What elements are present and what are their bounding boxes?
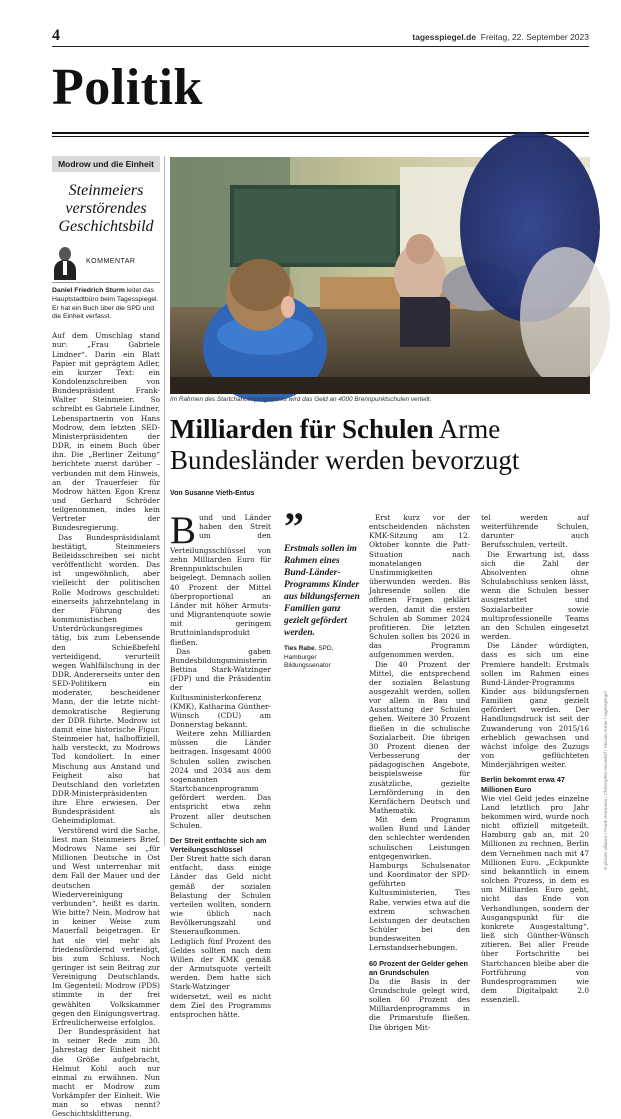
article-paragraph: Die Erwartung ist, dass sich die Zahl der Absolventen ohne Schulabschluss senken lässt, wenn die Schulen besser ausgestattet und Sozialarbeiter sowie multiprofessionelle Teams an den Schulen eingesetzt werden. (481, 549, 589, 642)
quote-mark: ” (284, 504, 304, 549)
author-avatar (52, 244, 78, 278)
photo-credit: © picture alliance / Frank Herrmann / Christopher Neundorf / Nicolas Armer / tagesspiegel (603, 691, 608, 870)
article-paragraph: Weitere zehn Milliarden müssen die Länder beitragen. Insgesamt 4000 Schulen sollen zwischen 2024 und 2034 aus dem sogenannten Startchancenprogramm gefördert werden. Das entspricht etwa zehn Prozent aller deutschen Schulen. (170, 729, 271, 830)
headline-bold: Milliarden für Schulen (170, 414, 434, 444)
section-rule (52, 132, 589, 134)
comment-paragraph: Der Bundespräsident hat in seiner Rede zum 30. Jahrestag der Einheit nicht die Größe aufgebracht, Helmut Kohl auch nur einmal zu erwähnen. Nun macht er Modrow zum Vorkämpfer der Einheit. Wie man so etwas nennt? Geschichtsklitterung. (52, 1027, 160, 1119)
issue-date: Freitag, 22. September 2023 (480, 32, 589, 42)
article-paragraph: Die Länder würdigten, dass es sich um eine Premiere handelt: Erstmals sollen im Rahmen eines Bund-Länder-Programms Kinder aus bildungsfernen Familien ganz gezielt gefördert werden. Der Handlungsdruck ist seit der Zuwanderung von 2015/16 erheblich gewachsen und wächst infolge des Zuzugs von geflüchteten Minderjährigen weiter. (481, 641, 589, 770)
article-column-1 (170, 509, 271, 1019)
site-name: tagesspiegel.de (412, 32, 477, 42)
byline: Von Susanne Vieth-Entus (170, 490, 255, 497)
classroom-photo (170, 157, 590, 394)
drop-cap: B (170, 509, 197, 552)
article-subhead: 60 Prozent der Gelder gehen an Grundschulen (369, 958, 468, 977)
article-paragraph: Der Streit hatte sich daran entfacht, dass einige Länder das Geld nicht gemäß der sozialen Belastung der Schulen verteilen wollten, sondern wie üblich nach Bevölkerungszahl und Steueraufkommen. Lediglich fünf Prozent des Geldes sollten nach dem Willen der KMK gemäß der Armutsquote verteilt werden. Dem hatte sich Stark-Watzinger widersetzt, weil es nicht dem Ziel des Programms entsprochen hätte. (170, 854, 271, 1019)
author-bio-text: leitet das Hauptstadtbüro beim Tagesspiegel. Er hat ein Buch über die SPD und die Einheit verfasst. (52, 287, 159, 321)
commentary-column (52, 156, 160, 1119)
comment-paragraph: Das Bundespräsidialamt bestätigt, Steinmeiers Beileidsschreiben sei nicht veröffentlicht worden. Das ist ungewöhnlich, aber vielleicht der politischen Rolle Modrows geschuldet: einerseits jahrzehntelang in der Führung des kommunistischen Unterdrückungsregimes tätig, bis zum Lebensende den Schießbefehl verteidigend, verurteilt wegen Wahlfälschung in der DDR. Andererseits unter den SED-Politikern ein moderater, bescheidener Mann, der die letzte nicht-demokratische Regierung der DDR führte. Modrow ist damit eine historische Figur. Steinmeier hat, halboffiziell, halb versteckt, zu Modrows Tod kondoliert. In einer Mischung aus Anstand und Feigheit also hat Deutschland den vorletzten DDR-Ministerpräsidenten ihre Ehre erwiesen. Der Bundespräsident als Geheimdiplomat. (52, 532, 160, 826)
quote-source-role: , SPD, Hamburger Bildungssenator (284, 645, 334, 669)
comment-headline: Steinmeiers verstörendes Geschichtsbild (58, 182, 154, 235)
headline-regular: Arme Bundesländer werden bevorzugt (170, 414, 520, 475)
comment-kicker: Modrow und die Einheit (52, 156, 160, 172)
lead-text: und und Länder haben den Streit um den Verteilungsschlüssel von zehn Milliarden Euro für Brennpunktschulen beigelegt. Demnach sollen 40 Prozent der Mittel überproportional an Länder mit höher Armuts- und Migrantenquote sowie mit geringem Bruttoinlandsprodukt fließen. (170, 513, 271, 647)
author-name: Daniel Friedrich Sturm (52, 287, 125, 294)
quote-text: Erstmals sollen im Rahmen eines Bund-Länder-Programms Kinder aus bildungsfernen Familien ganz gezielt gefördert werden. (284, 544, 360, 638)
author-bio (52, 287, 160, 322)
column-divider (164, 156, 165, 846)
article-paragraph: Da die Basis in der Grundschule gelegt wird, sollen 60 Prozent des Milliardenprogramms in die Primarstufe fließen. Die übrigen Mit- (369, 976, 470, 1032)
article-paragraph: Wie viel Geld jedes einzelne Land letztlich pro Jahr bekommen wird, wurde noch nicht offiziell mitgeteilt. Hamburg gab an, mit 20 Millionen zu rechnen, Berlin dem Vernehmen nach mit 47 Millionen Euro. „Eckpunkte sind bekanntlich in einem solchen Prozess, in dem es um Milliarden Euro geht, nicht das Ende von Verhandlungen, sondern der Ausgangspunkt für die konkrete Ausgestaltung“, ließ sich Günther-Wünsch zitieren. Bei aller Freude über Fortschritte bei Startchancen bleibe aber die Fortführung von Bundesprogrammen wie dem Digitalpakt 2.0 essenziell. (481, 793, 589, 1005)
article-paragraph: Erst kurz vor der entscheidenden nächsten KMK-Sitzung am 12. Oktober konnte die Patt-Situation nach monatelangen Unstimmigkeiten überwunden werden. Bis Jahresende sollen die offenen Fragen geklärt werden, damit die ersten Schulen ab Sommer 2024 profitieren. Die letzten Schulen sollen bis 2026 in das Programm aufgenommen werden. (369, 513, 470, 660)
article-subhead: Berlin bekommt erwa 47 Millionen Euro (481, 775, 565, 794)
article-column-4 (481, 513, 589, 1004)
pull-quote (284, 504, 362, 671)
article-subhead: Der Streit entfachte sich am Verteilungsschlüssel (170, 835, 267, 854)
author-row (52, 244, 160, 283)
article-column-3 (369, 513, 470, 1032)
section-title: Politik (52, 59, 203, 116)
header-rule (52, 46, 589, 47)
quote-source-name: Ties Rabe (284, 645, 315, 652)
comment-paragraph: Verstörend wird die Sache, liest man Steinmeiers Brief. Modrows Name sei „für Millionen Deutsche in Ost und West unterrenhar mit dem Fall der Mauer und der deutschen Wiedervereinigung verbunden“, heißt es darin. Wie bitte? Nein, Modrow hat in keiner Weise zum Mauerfall beigetragen. Er hat sie viel mehr als friedensfördernd verteidigt, bis zum Schluss. Noch geringer ist sein Beitrag zur Vereinigung Deutschlands. Im Gegenteil: Modrow (PDS) stimmte in der frei gewählten Volkskammer gegen den Einigungsvertrag. Erfreulicherweise erfolglos. (52, 825, 160, 1027)
page-number: 4 (52, 27, 60, 44)
article-paragraph: Die 40 Prozent der Mittel, die entsprechend der sozialen Belastung ausgezahlt werden, sollen vor allem in Bau und Ausstattung der Schulen gehen. Weitere 30 Prozent fließen in die schulische Sozialarbeit. Die übrigen 30 Prozent dienen der Verbesserung der pädagogischen Angebote, beispielsweise für zusätzliche, gezielte Lernförderung in den Kernfächern Deutsch und Mathematik. (369, 659, 470, 815)
article-photo (170, 157, 590, 394)
article-paragraph: tel werden auf weiterführende Schulen, darunter auch Berufsschulen, verteilt. (481, 513, 589, 550)
header-info (412, 32, 589, 42)
comment-label: KOMMENTAR (86, 257, 136, 265)
photo-caption: Im Rahmen des Startchancenprogramms wird das Geld an 4000 Brennpunktschulen verteilt. (170, 396, 432, 403)
article-headline (170, 414, 590, 476)
article-paragraph (170, 509, 271, 647)
comment-body (52, 331, 160, 1118)
article-paragraph: Mit dem Programm wollen Bund und Länder den schlechter werdenden schulischen Leistungen entgegenwirken. Hamburgs Schulsenator und Koordinator der SPD-geführten Kultusministerien, Ties Rabe, verwies etwa auf die extrem schwachen Leistungen der deutschen Schüler bei den bundesweiten Lernstandserhebungen. (369, 815, 470, 953)
comment-paragraph: Auf dem Umschlag stand nur: „Frau Gabriele Lindner“. Darin ein Blatt Papier mit geprägtem Adler, ein kurzer Text: ein Kondolenzschreiben von Bundespräsident Frank-Walter Steinmeier. So schreibt es Gabriele Lindner, Lebenspartnerin von Hans Modrow, dem letzten SED-Ministerpräsidenten der DDR, in einem Buch über ihn. Die „Berliner Zeitung“ berichtete zuerst darüber – verbunden mit dem Hinweis, an der Trauerfeier für Modrow hätten Egon Krenz und Gerhard Schröder teilgenommen, indes kein Vertreter der Bundesregierung. (52, 331, 160, 533)
quote-source (284, 645, 362, 671)
article-paragraph: Das gaben Bundesbildungsministerin Bettina Stark-Watzinger (FDP) und die Präsidentin der Kultusministerkonferenz (KMK), Katharina Günther-Wünsch (CDU) am Donnerstag bekannt. (170, 646, 271, 729)
